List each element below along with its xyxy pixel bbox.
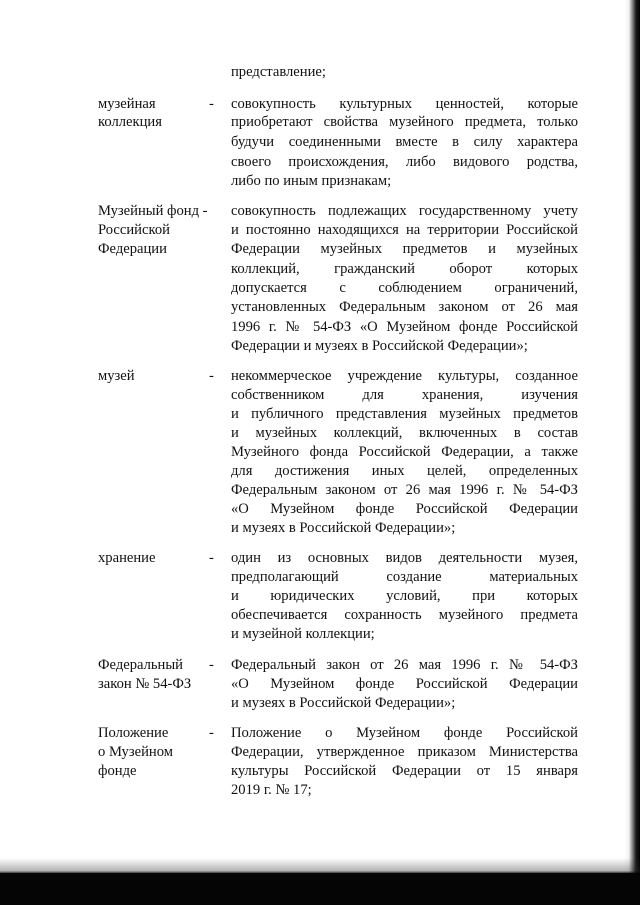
term-dash: -: [209, 657, 214, 673]
term-line: закон № 54-ФЗ: [98, 676, 192, 692]
definition-line: 1996 г. № 54-ФЗ «О Музейном фонде Российской: [231, 319, 578, 335]
definition-line: и музейных коллекций, включенных в состав: [231, 425, 578, 441]
definition-line: будучи соединенными вместе в силу характера: [231, 134, 578, 150]
definition-line: установленных Федеральным законом от 26 мая: [231, 299, 578, 315]
definition-line: Музейного фонда Российской Федерации, а также: [231, 444, 578, 460]
definition-line: Федеральный закон от 26 мая 1996 г. № 54-ФЗ: [231, 657, 578, 673]
definition-line: собственником для хранения, изучения: [231, 387, 578, 403]
definition-line: допускается с соблюдением ограничений,: [231, 280, 578, 296]
term-line: о Музейном: [98, 744, 173, 760]
term-dash: -: [209, 96, 214, 112]
term-line: музей: [98, 368, 135, 384]
definition-line: Федерации, утвержденное приказом Министерства: [231, 744, 578, 760]
term-line: Положение: [98, 725, 169, 741]
definition-line: и музейной коллекции;: [231, 626, 375, 642]
definition-line: совокупность культурных ценностей, которые: [231, 96, 578, 112]
definition-line: «О Музейном фонде Российской Федерации: [231, 501, 578, 517]
term-dash: -: [209, 550, 214, 566]
term-line: хранение: [98, 550, 156, 566]
definition-line: предполагающий создание материальных: [231, 569, 578, 585]
term-dash: -: [209, 368, 214, 384]
definition-line: представление;: [231, 64, 326, 80]
scan-shadow-bottom: [0, 873, 640, 905]
term-line: Федерации: [98, 241, 167, 257]
definition-line: своего происхождения, либо видового родства,: [231, 154, 578, 170]
term-line: Музейный фонд -: [98, 203, 208, 219]
definition-line: для достижения иных целей, определенных: [231, 463, 578, 479]
definition-line: и музеях в Российской Федерации»;: [231, 520, 456, 536]
definition-line: Положение о Музейном фонде Российской: [231, 725, 578, 741]
definition-line: некоммерческое учреждение культуры, созданное: [231, 368, 578, 384]
definition-line: и постоянно находящихся на территории Российской: [231, 222, 578, 238]
definition-line: 2019 г. № 17;: [231, 782, 312, 798]
definition-line: коллекций, гражданский оборот которых: [231, 261, 578, 277]
definition-line: обеспечивается сохранность музейного предмета: [231, 607, 578, 623]
scan-shadow-right: [624, 0, 640, 905]
definition-line: культуры Российской Федерации от 15 января: [231, 763, 578, 779]
definition-line: и музеях в Российской Федерации»;: [231, 695, 456, 711]
definition-line: один из основных видов деятельности музея,: [231, 550, 578, 566]
definition-line: Федеральным законом от 26 мая 1996 г. № 54-ФЗ: [231, 482, 578, 498]
definition-line: «О Музейном фонде Российской Федерации: [231, 676, 578, 692]
term-dash: -: [209, 725, 214, 741]
definition-line: Федерации и музеях в Российской Федерации»;: [231, 338, 528, 354]
term-line: Федеральный: [98, 657, 183, 673]
definition-line: и юридических условий, при которых: [231, 588, 578, 604]
definition-line: приобретают свойства музейного предмета, только: [231, 114, 578, 130]
scan-shadow-gradient: [0, 858, 640, 874]
term-line: коллекция: [98, 114, 162, 130]
term-line: Российской: [98, 222, 170, 238]
definition-line: Федерации музейных предметов и музейных: [231, 241, 578, 257]
definition-line: либо по иным признакам;: [231, 173, 392, 189]
definition-line: и публичного представления музейных предметов: [231, 406, 578, 422]
term-line: музейная: [98, 96, 156, 112]
definition-line: совокупность подлежащих государственному учету: [231, 203, 578, 219]
term-line: фонде: [98, 763, 137, 779]
